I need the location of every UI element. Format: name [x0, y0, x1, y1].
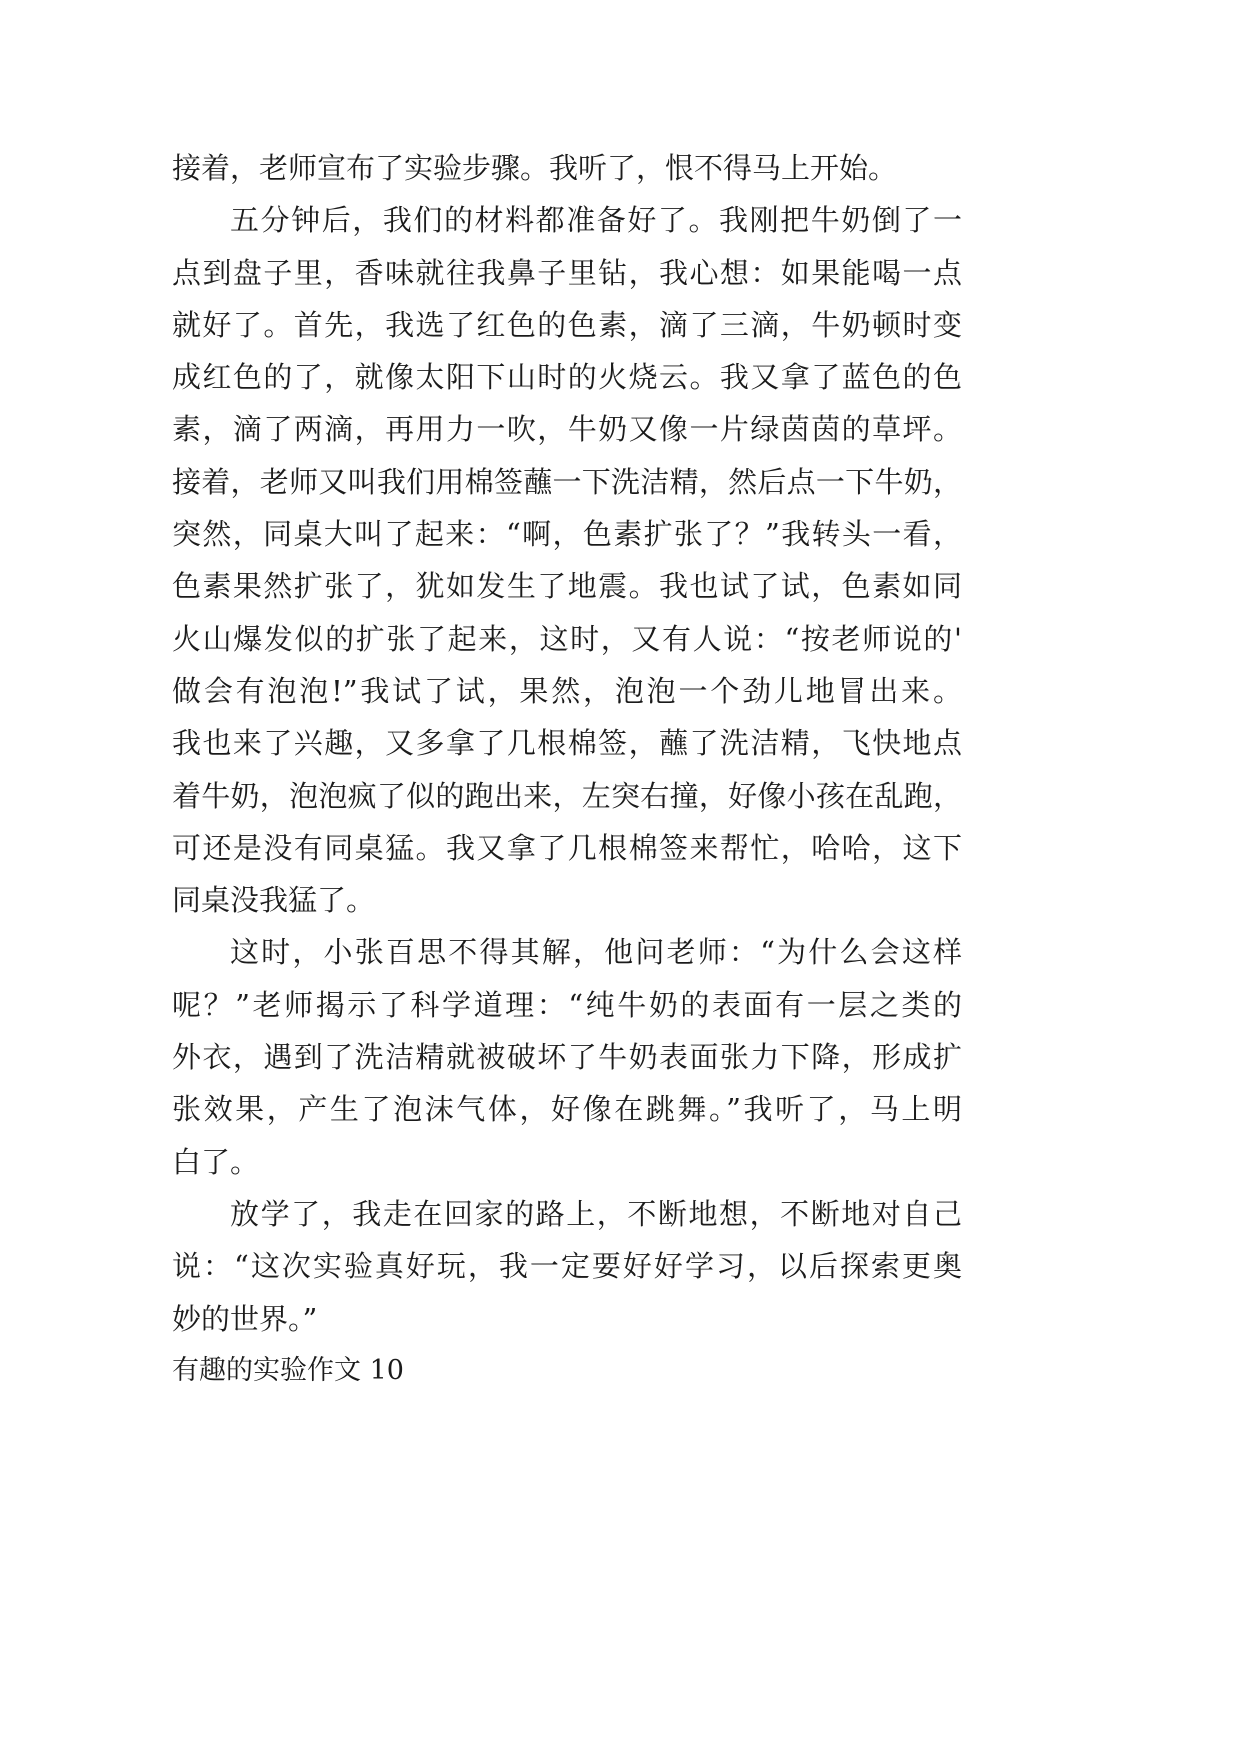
paragraph-line: 外衣，遇到了洗洁精就被破坏了牛奶表面张力下降，形成扩	[172, 1040, 962, 1075]
paragraph	[172, 926, 962, 1187]
paragraph-line: 着牛奶，泡泡疯了似的跑出来，左突右撞，好像小孩在乱跑，	[172, 778, 962, 813]
paragraph-line: 做会有泡泡!”我试了试，果然，泡泡一个劲儿地冒出来。	[172, 673, 962, 708]
paragraph-line: 妙的世界。”	[172, 1301, 318, 1336]
paragraph-line: 就好了。首先，我选了红色的色素，滴了三滴，牛奶顿时变	[172, 307, 962, 342]
paragraph	[172, 142, 962, 194]
paragraph-line: 白了。	[172, 1144, 260, 1179]
paragraph-line: 点到盘子里，香味就往我鼻子里钻，我心想：如果能喝一点	[172, 255, 962, 290]
body-text	[172, 142, 962, 1397]
paragraph-line: 色素果然扩张了，犹如发生了地震。我也试了试，色素如同	[172, 569, 962, 604]
paragraph-line: 张效果，产生了泡沫气体，好像在跳舞。”我听了，马上明	[172, 1092, 962, 1127]
paragraph-line: 放学了，我走在回家的路上，不断地想，不断地对自己	[230, 1196, 962, 1231]
paragraph-line: 突然，同桌大叫了起来：“啊，色素扩张了？”我转头一看，	[172, 517, 962, 552]
paragraph-line: 这时，小张百思不得其解，他问老师：“为什么会这样	[230, 935, 962, 970]
paragraph-line: 接着，老师宣布了实验步骤。我听了，恨不得马上开始。	[172, 151, 898, 185]
paragraph-line: 呢？”老师揭示了科学道理：“纯牛奶的表面有一层之类的	[172, 987, 962, 1022]
paragraph-line: 接着，老师又叫我们用棉签蘸一下洗洁精，然后点一下牛奶，	[172, 464, 962, 499]
paragraph-line: 素，滴了两滴，再用力一吹，牛奶又像一片绿茵茵的草坪。	[172, 412, 962, 447]
section-heading: 有趣的实验作文 10	[172, 1354, 404, 1386]
paragraph-line: 我也来了兴趣，又多拿了几根棉签，蘸了洗洁精，飞快地点	[172, 726, 962, 761]
paragraph-line: 说：“这次实验真好玩，我一定要好好学习，以后探索更奥	[172, 1249, 962, 1284]
paragraph-line: 成红色的了，就像太阳下山时的火烧云。我又拿了蓝色的色	[172, 360, 962, 395]
paragraph	[172, 1188, 962, 1345]
paragraph-line: 同桌没我猛了。	[172, 883, 376, 918]
paragraph-line: 五分钟后，我们的材料都准备好了。我刚把牛奶倒了一	[230, 203, 962, 238]
paragraph-line: 火山爆发似的扩张了起来，这时，又有人说：“按老师说的'	[172, 621, 962, 656]
paragraph	[172, 194, 962, 926]
paragraph-line: 可还是没有同桌猛。我又拿了几根棉签来帮忙，哈哈，这下	[172, 830, 962, 865]
